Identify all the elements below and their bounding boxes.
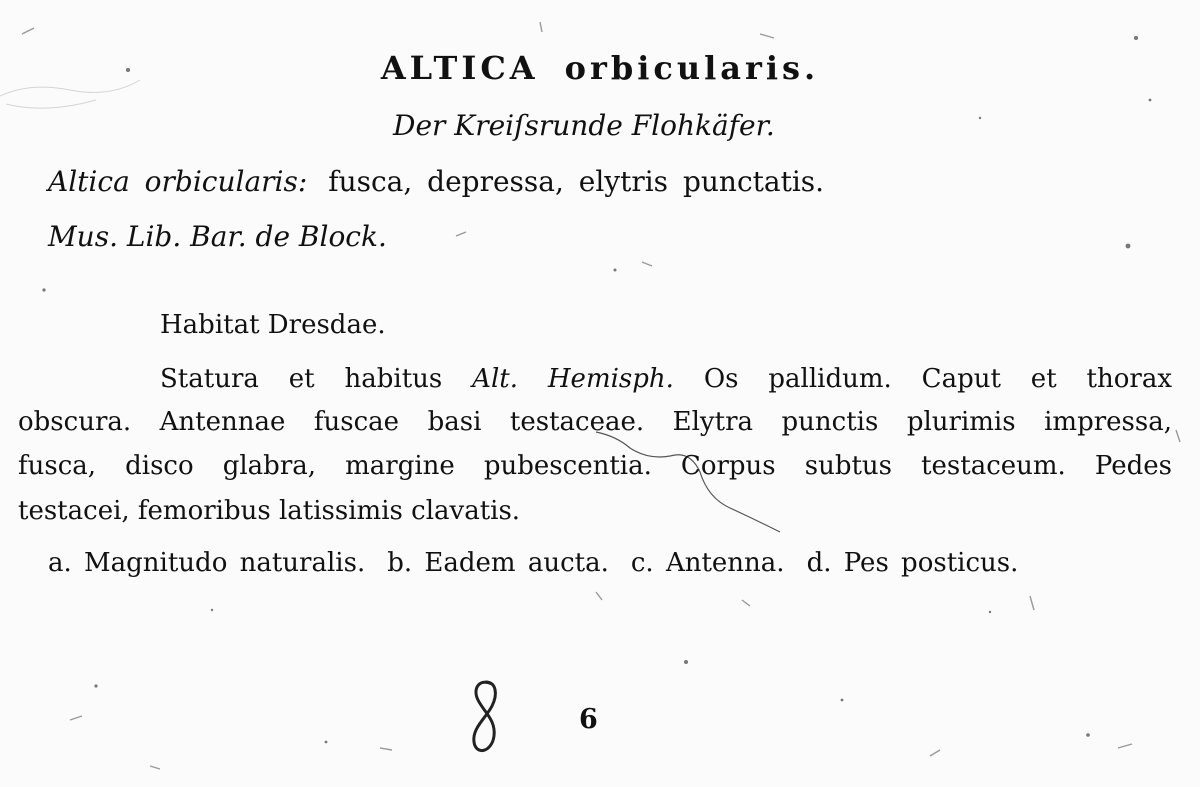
description-line-1-pre: Statura et habitus [160, 364, 443, 394]
specimen-source: Mus. Lib. Bar. de Block. [48, 220, 387, 253]
figure-d: d. Pes posticus. [806, 548, 1019, 578]
figure-c: c. Antenna. [630, 548, 785, 578]
description-line-3: fusca, disco glabra, margine pubescentia. Corpus subtus testaceum. Pedes [18, 451, 1172, 481]
description-line-1-post: Os pallidum. Caput et thorax [703, 364, 1172, 394]
figure-b: b. Eadem aucta. [387, 548, 609, 578]
habitat: Habitat Dresdae. [160, 310, 386, 340]
description-reference: Alt. Hemisph. [472, 364, 674, 394]
description-line-4: testacei, femoribus latissimis clavatis. [18, 496, 521, 526]
diagnosis [48, 165, 825, 198]
figure-a: a. Magnitudo naturalis. [48, 548, 366, 578]
page-title [0, 49, 1200, 87]
page-number: 6 [579, 704, 598, 735]
title-species: orbicularis. [564, 49, 820, 87]
diagnosis-name: Altica orbicularis: [48, 165, 308, 198]
title-genus: ALTICA [380, 49, 539, 87]
common-name: Der Kreiſsrunde Flohkäfer. [393, 109, 775, 142]
handwritten-mark [466, 676, 506, 760]
figure-legend [48, 550, 1018, 576]
description-line-1 [160, 366, 1172, 392]
description-line-2: obscura. Antennae fuscae basi testaceae. Elytra punctis plurimis impressa, [18, 407, 1172, 437]
diagnosis-text: fusca, depressa, elytris punctatis. [328, 165, 825, 198]
